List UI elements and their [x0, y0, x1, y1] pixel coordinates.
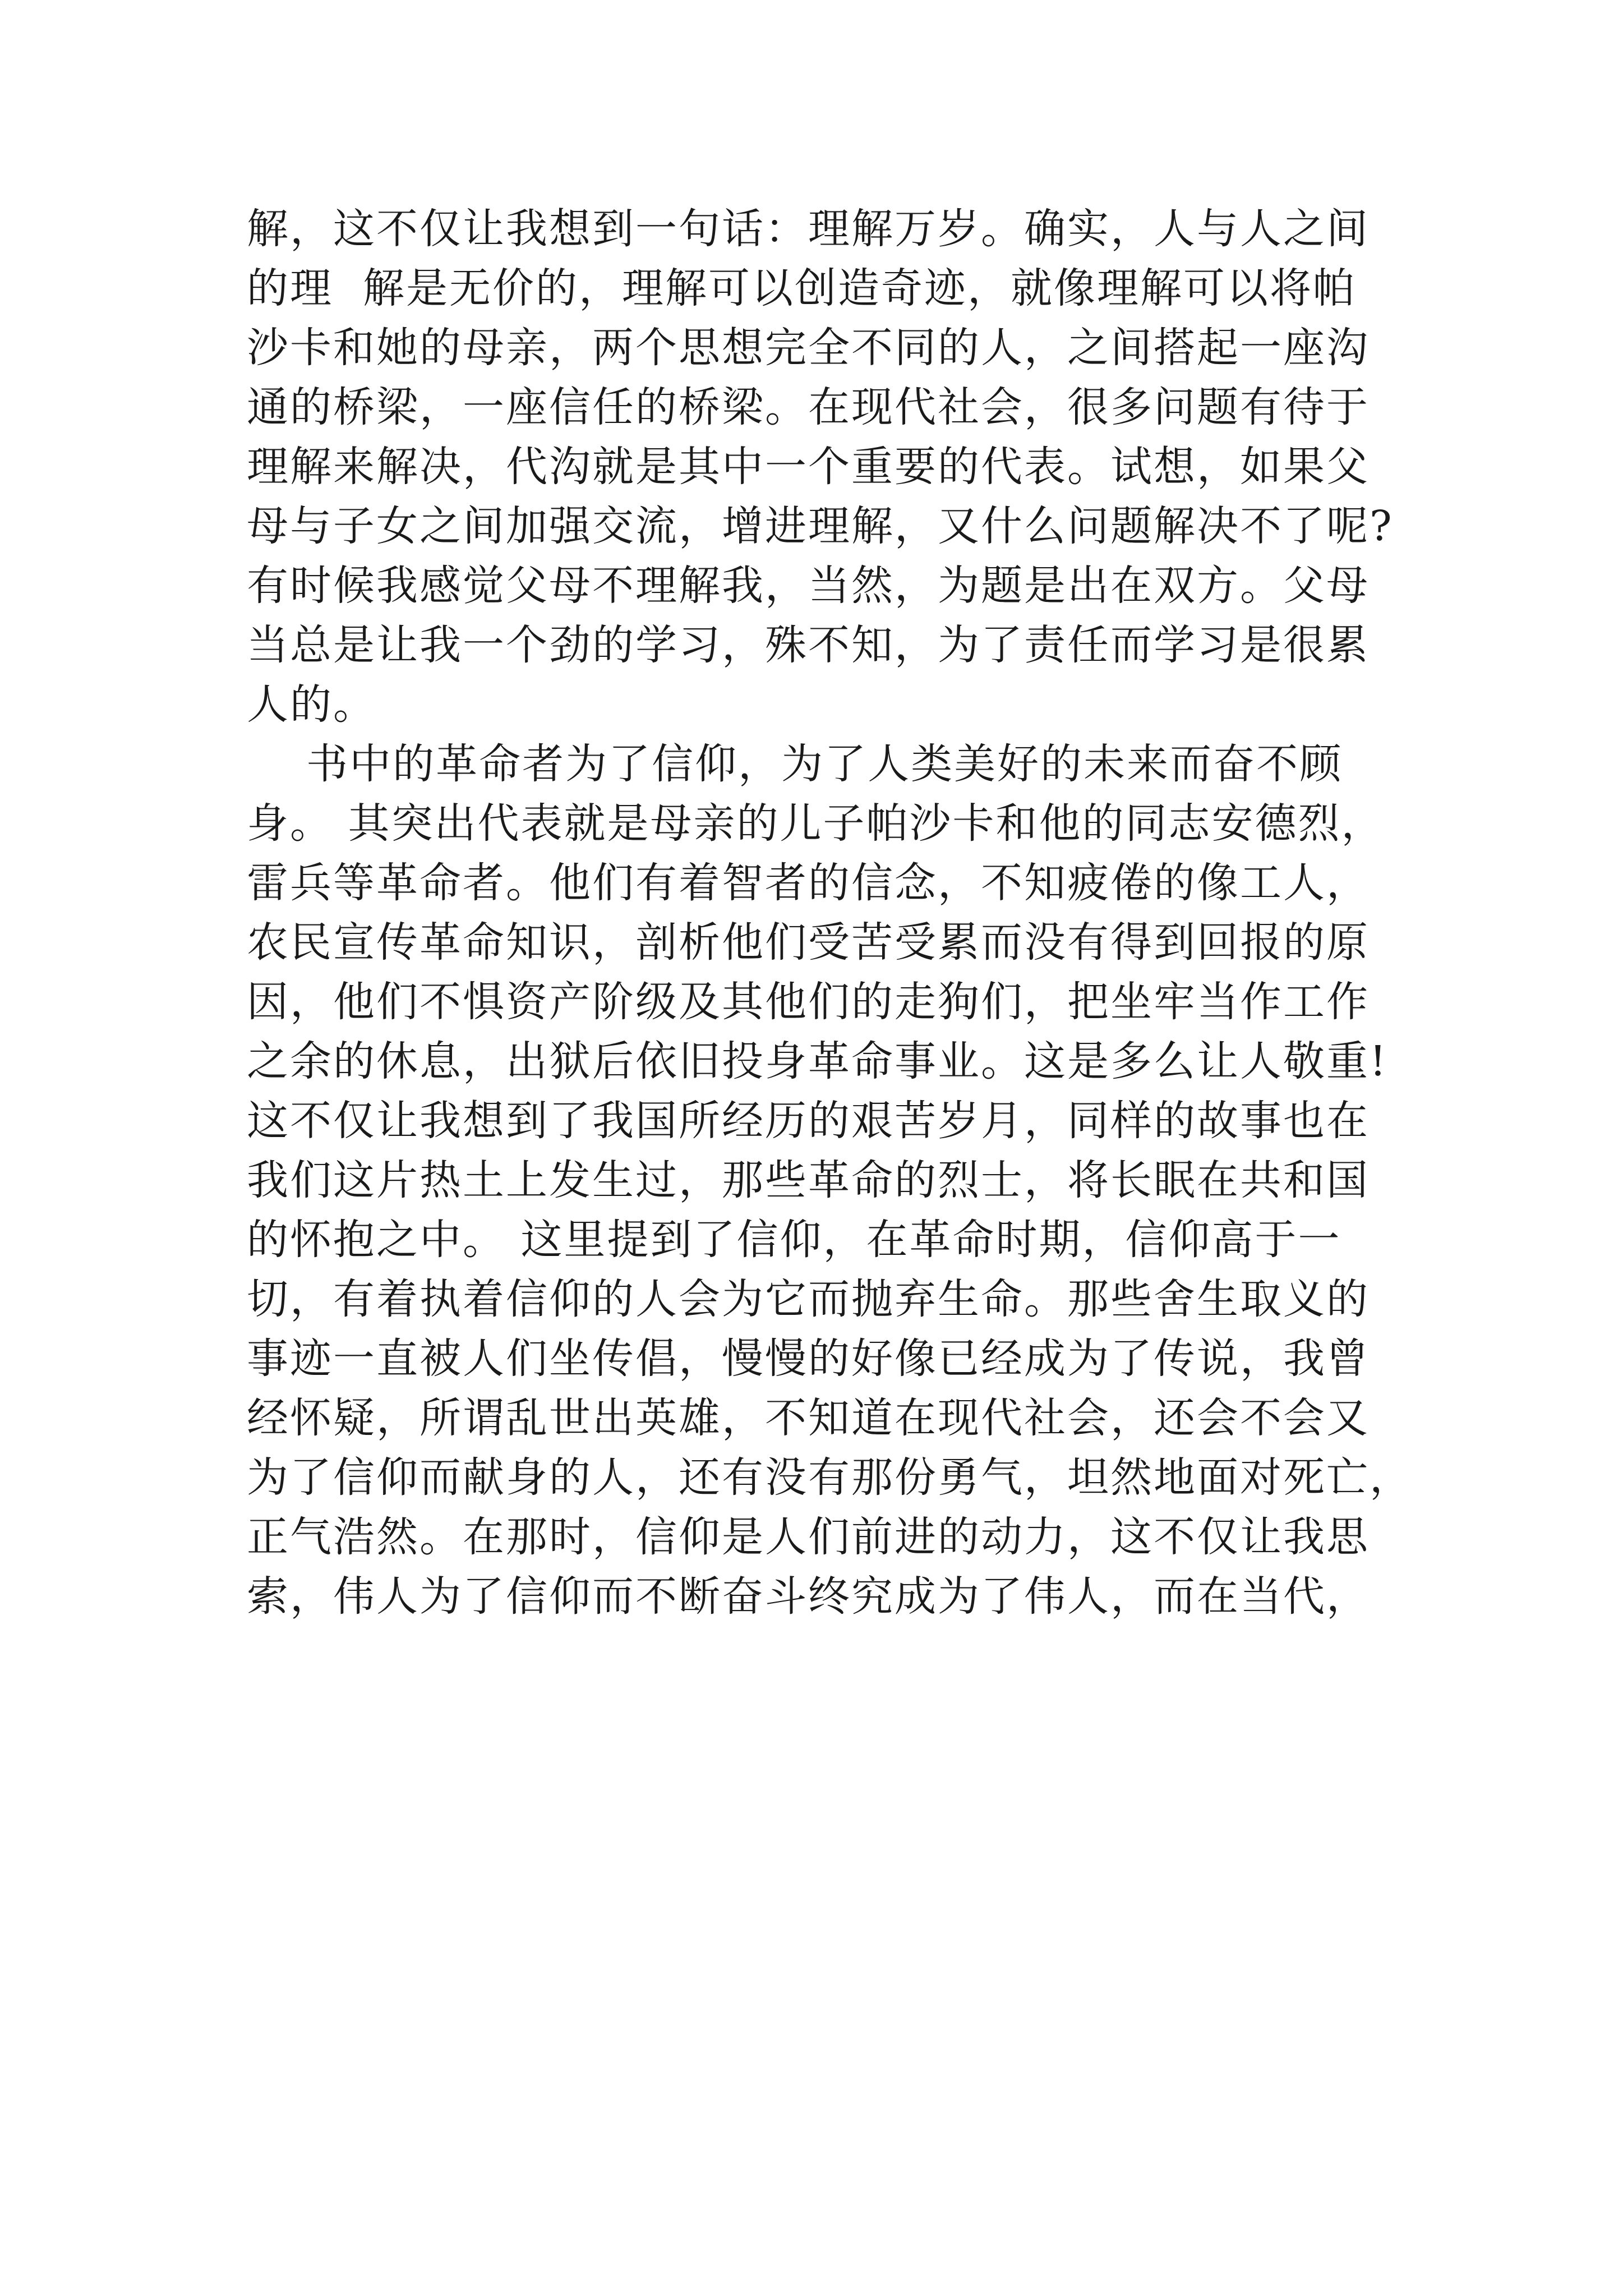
text-line: 母与子女之间加强交流，增进理解，又什么问题解决不了呢? [247, 502, 1394, 550]
text-line: 因，他们不惧资产阶级及其他们的走狗们，把坐牢当作工作 [247, 978, 1370, 1026]
text-line: 正气浩然。在那时，信仰是人们前进的动力，这不仅让我思 [247, 1513, 1370, 1561]
text-line: 农民宣传革命知识，剖析他们受苦受累而没有得到回报的原 [247, 918, 1370, 967]
text-line: 的怀抱之中。 这里提到了信仰，在革命时期，信仰高于一 [247, 1216, 1341, 1264]
text-line: 经怀疑，所谓乱世出英雄，不知道在现代社会，还会不会又 [247, 1394, 1370, 1442]
text-line: 沙卡和她的母亲，两个思想完全不同的人，之间搭起一座沟 [247, 324, 1370, 372]
text-line: 这不仅让我想到了我国所经历的艰苦岁月，同样的故事也在 [247, 1097, 1370, 1145]
text-line: 为了信仰而献身的人，还有没有那份勇气，坦然地面对死亡， [247, 1453, 1413, 1502]
text-line: 之余的休息，出狱后依旧投身革命事业。这是多么让人敬重! [247, 1037, 1388, 1085]
text-line: 当总是让我一个劲的学习，殊不知，为了责任而学习是很累 [247, 621, 1370, 669]
text-line: 书中的革命者为了信仰，为了人类美好的未来而奋不顾 [247, 740, 1343, 788]
text-line: 雷兵等革命者。他们有着智者的信念，不知疲倦的像工人， [247, 859, 1370, 907]
text-line: 理解来解决，代沟就是其中一个重要的代表。试想，如果父 [247, 443, 1370, 491]
text-line: 通的桥梁，一座信任的桥梁。在现代社会，很多问题有待于 [247, 383, 1370, 431]
text-line: 人的。 [247, 680, 376, 729]
text-line: 身。 其突出代表就是母亲的儿子帕沙卡和他的同志安德烈， [247, 799, 1385, 848]
text-line: 我们这片热土上发生过，那些革命的烈士，将长眠在共和国 [247, 1156, 1370, 1204]
text-line: 索，伟人为了信仰而不断奋斗终究成为了伟人，而在当代， [247, 1572, 1370, 1621]
text-line: 有时候我感觉父母不理解我，当然，为题是出在双方。父母 [247, 562, 1370, 610]
text-line: 切，有着执着信仰的人会为它而抛弃生命。那些舍生取义的 [247, 1275, 1370, 1323]
text-line: 的理 解是无价的，理解可以创造奇迹，就像理解可以将帕 [247, 264, 1357, 312]
text-line: 事迹一直被人们坐传倡，慢慢的好像已经成为了传说，我曾 [247, 1335, 1370, 1383]
body-text [247, 199, 1413, 1626]
text-line: 解，这不仅让我想到一句话：理解万岁。确实，人与人之间 [247, 205, 1370, 253]
